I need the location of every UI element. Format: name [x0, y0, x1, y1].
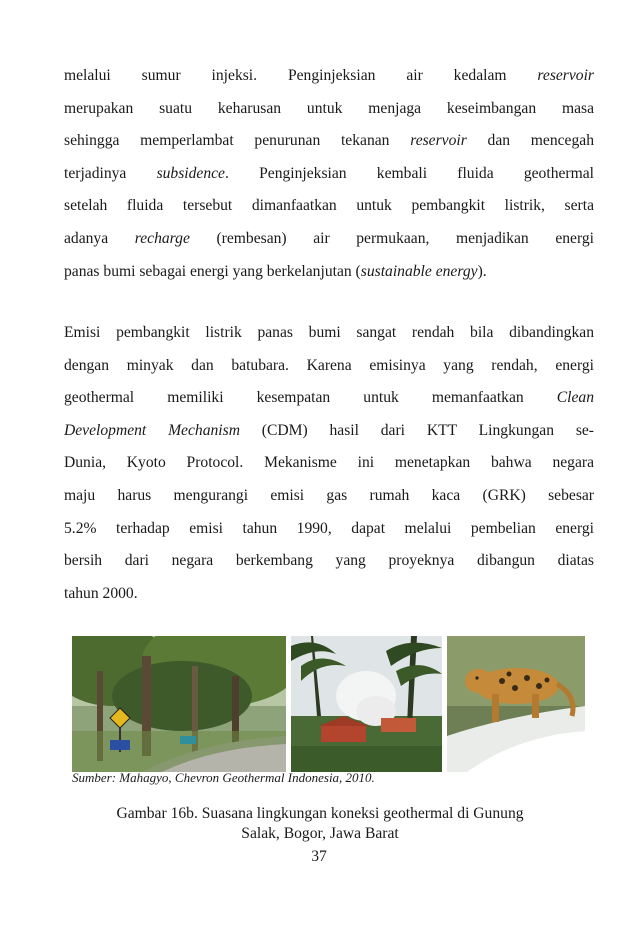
- forest-road-photo: [72, 636, 286, 772]
- text-run: (CDM) hasil dari KTT Lingkungan se-: [239, 421, 594, 439]
- leopard-photo: [447, 636, 585, 772]
- italic-term: Development Mechanism: [64, 421, 240, 439]
- paragraph-geothermal-injection: [64, 60, 594, 288]
- text-line: [64, 317, 594, 350]
- italic-term: subsidence: [156, 164, 225, 182]
- text-line: [64, 415, 594, 448]
- text-run: geothermal memiliki kesempatan untuk memanfaatkan: [64, 389, 557, 407]
- text-run: 5.2% terhadap emisi tahun 1990, dapat melalui pembelian energi: [64, 519, 594, 537]
- paragraph-emission-cdm: [64, 317, 594, 610]
- text-line: [64, 158, 594, 191]
- text-line: [64, 93, 594, 126]
- text-line: [64, 513, 594, 546]
- text-run: . Penginjeksian kembali fluida geothermal: [224, 164, 594, 182]
- page-number: 37: [311, 848, 327, 865]
- text-line: [64, 125, 594, 158]
- geothermal-plant-photo: [291, 636, 442, 772]
- italic-term: reservoir: [537, 67, 594, 84]
- italic-term: sustainable energy: [360, 262, 478, 280]
- text-run: setelah fluida tersebut dimanfaatkan untuk pembangkit listrik, serta: [64, 197, 594, 215]
- text-run: terjadinya: [64, 164, 157, 182]
- italic-term: recharge: [134, 229, 190, 247]
- text-run: ).: [477, 262, 487, 280]
- text-run: maju harus mengurangi emisi gas rumah kaca (GRK) sebesar: [64, 486, 594, 504]
- text-run: adanya: [64, 229, 135, 247]
- text-line: [64, 60, 594, 93]
- text-run: dan mencegah: [466, 132, 594, 150]
- caption-line-1: Gambar 16b. Suasana lingkungan koneksi geothermal di Gunung: [116, 805, 524, 822]
- text-line: [64, 545, 594, 578]
- italic-term: Clean: [556, 389, 594, 407]
- text-run: dengan minyak dan batubara. Karena emisinya yang rendah, energi: [64, 356, 594, 374]
- text-run: tahun 2000.: [64, 584, 138, 602]
- italic-term: reservoir: [410, 132, 467, 150]
- text-line: [64, 190, 594, 223]
- text-line: [64, 578, 594, 611]
- text-run: merupakan suatu keharusan untuk menjaga keseimbangan masa: [64, 99, 594, 117]
- text-line: [64, 350, 594, 383]
- text-run: panas bumi sebagai energi yang berkelanjutan (: [64, 262, 361, 280]
- text-line: [64, 382, 594, 415]
- figure-photos: [72, 636, 585, 772]
- text-run: sehingga memperlambat penurunan tekanan: [64, 132, 411, 150]
- text-line: [64, 447, 594, 480]
- text-run: Emisi pembangkit listrik panas bumi sangat rendah bila dibandingkan: [64, 324, 594, 341]
- text-line: [64, 480, 594, 513]
- text-run: Dunia, Kyoto Protocol. Mekanisme ini menetapkan bahwa negara: [64, 454, 594, 472]
- figure-source: Sumber: Mahagyo, Chevron Geothermal Indonesia, 2010.: [72, 770, 375, 785]
- figure-caption: [60, 804, 580, 844]
- text-line: [64, 256, 594, 289]
- text-run: (rembesan) air permukaan, menjadikan energi: [189, 229, 594, 247]
- caption-line-2: Salak, Bogor, Jawa Barat: [241, 825, 399, 842]
- text-run: melalui sumur injeksi. Penginjeksian air kedalam: [64, 67, 538, 84]
- text-run: bersih dari negara berkembang yang proyeknya dibangun diatas: [64, 552, 594, 570]
- text-line: [64, 223, 594, 256]
